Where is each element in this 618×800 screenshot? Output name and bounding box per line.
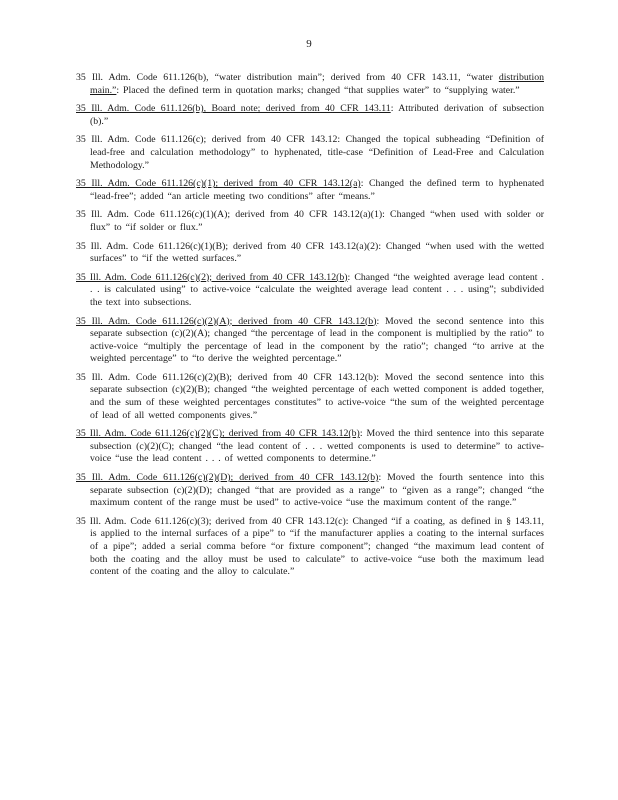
note-text: 35 Ill. Adm. Code 611.126(b), “water distribution main”; derived from 40 CFR 143.11, “water xyxy=(76,72,499,83)
page-number: 9 xyxy=(306,38,312,50)
note-citation-underlined: 35 Ill. Adm. Code 611.126(c)(2)(D); derived from 40 CFR 143.12(b) xyxy=(76,472,379,484)
note-text: : Changed “the weighted average lead content . . . is calculated using” to active-voice “calculate the weighted average lead content . . . using”; subdivided the text into subsections. xyxy=(90,271,544,308)
note-text: : Moved the third sentence into this separate subsection (c)(2)(C); changed “the lead content of . . . wetted components is used to determine” to active-voice “use the lead content . . . of wetted components to determine.” xyxy=(90,428,544,465)
note-text: 35 Ill. Adm. Code 611.126(c)(1)(B); derived from 40 CFR 143.12(a)(2): Changed “when used with the wetted surfaces” to “if the wetted surfaces.” xyxy=(76,240,544,265)
note-citation-underlined: 35 Ill. Adm. Code 611.126(c)(2)(C); derived from 40 CFR 143.12(b) xyxy=(76,428,360,440)
note-text: : Changed the defined term to hyphenated “lead-free”; added “an article meeting two conditions” after “means.” xyxy=(90,178,544,202)
revision-note xyxy=(76,72,544,97)
note-citation-underlined: distribution main.” xyxy=(90,72,544,96)
revision-note xyxy=(76,472,544,510)
revision-note xyxy=(76,209,544,234)
note-citation-underlined: 35 Ill. Adm. Code 611.126(c)(2); derived from 40 CFR 143.12(b) xyxy=(76,271,348,283)
note-text: : Moved the second sentence into this separate subsection (c)(2)(A); changed “the percentage of lead in the component is multiplied by the ratio” to active-voice “multiply the percentage of lead in the component by the ratio”; changed “to arrive at the weighted percentage” to “to derive the weighted percentage.” xyxy=(90,315,544,365)
note-text: : Moved the fourth sentence into this separate subsection (c)(2)(D); changed “that are provided as a range” to “given as a range”; changed “the maximum content of the range must be used” to active-voice “use the maximum content of the range.” xyxy=(90,472,545,509)
note-text: 35 Ill. Adm. Code 611.126(c)(1)(A); derived from 40 CFR 143.12(a)(1): Changed “when used with solder or flux” to “if solder or flux.” xyxy=(76,209,544,233)
note-text: : Attributed derivation of subsection (b).” xyxy=(90,103,544,127)
note-citation-underlined: 35 Ill. Adm. Code 611.126(c)(1); derived from 40 CFR 143.12(a) xyxy=(76,178,361,190)
revision-note xyxy=(76,372,544,422)
revision-note xyxy=(76,272,544,310)
note-citation-underlined: 35 Ill. Adm. Code 611.126(b), Board note; derived from 40 CFR 143.11 xyxy=(76,103,391,115)
note-text: 35 Ill. Adm. Code 611.126(c)(2)(B); derived from 40 CFR 143.12(b): Moved the second sentence into this separate subsection (c)(2)(B); changed “the weighted percentage of each wetted component is added together, and the sum of these weighted percentages constitutes” to active-voice “the sum of the weighted percentage of lead of all wetted components gives.” xyxy=(76,371,544,421)
note-citation-underlined: 35 Ill. Adm. Code 611.126(c)(2)(A); derived from 40 CFR 143.12(b) xyxy=(76,315,377,327)
revision-note xyxy=(76,134,544,172)
revision-note xyxy=(76,241,544,266)
note-text: 35 Ill. Adm. Code 611.126(c)(3); derived from 40 CFR 143.12(c): Changed “if a coating, as defined in § 143.11, is applied to the internal surfaces of a pipe” to “if the manufacturer applies a coating to the internal surfaces of a pipe”; added a serial comma before “or fixture component”; changed “the maximum lead content of both the coating and the alloy must be used to calculate” to active-voice “use both the maximum lead content of the coating and the alloy to calculate.” xyxy=(76,515,544,578)
revision-note xyxy=(76,178,544,203)
note-text: : Placed the defined term in quotation marks; changed “that supplies water” to “supplying water.” xyxy=(116,84,520,96)
revision-note xyxy=(76,103,544,128)
note-text: : Changed the topical subheading “Definition of lead-free and calculation methodology” to hyphenated, title-case “Definition of Lead-Free and Calculation Methodology.” xyxy=(90,134,544,171)
note-text: 35 Ill. Adm. Code 611.126(c); derived from 40 CFR 143.12 xyxy=(76,134,338,146)
revision-note xyxy=(76,428,544,466)
revision-notes-list xyxy=(76,72,544,585)
revision-note xyxy=(76,516,544,579)
revision-note xyxy=(76,316,544,366)
